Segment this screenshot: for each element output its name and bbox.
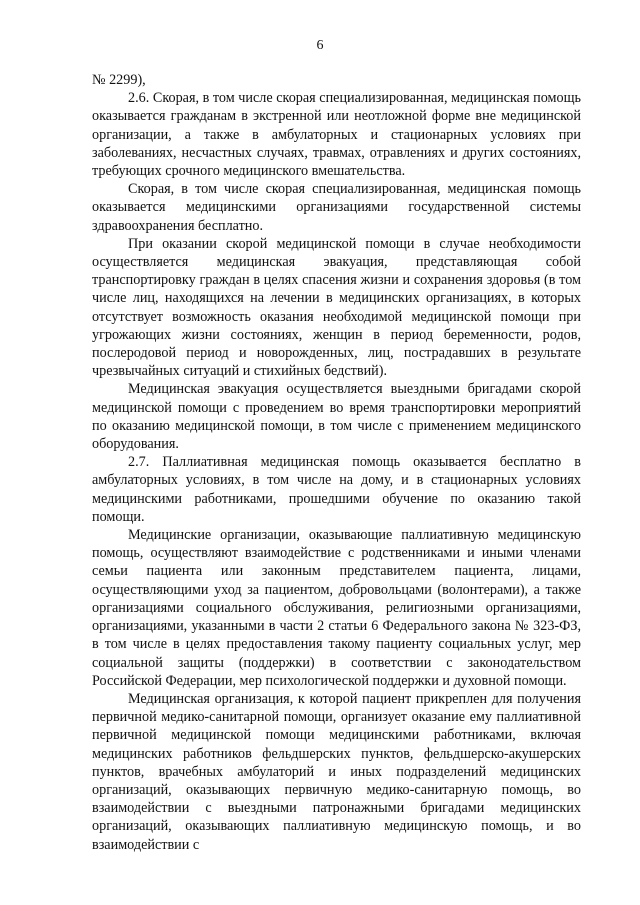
document-body [92, 71, 581, 854]
paragraph-emergency-free: Скорая, в том числе скорая специализированная, медицинская помощь оказывается медицинскими организациями государственной системы здравоохранения бесплатно. [92, 181, 581, 234]
paragraph-medical-evacuation: При оказании скорой медицинской помощи в случае необходимости осуществляется медицинская эвакуация, представляющая собой транспортировку граждан в целях спасения жизни и сохранения здоровья (в том числе лиц, находящихся на лечении в медицинских организациях, в которых отсутствует возможность оказания необходимой медицинской помощи при угрожающих жизни состояниях, женщин в период беременности, родов, послеродовой период и новорожденных, лиц, пострадавших в результате чрезвычайных ситуаций и стихийных бедствий). [92, 235, 581, 380]
paragraph-2-7: 2.7. Паллиативная медицинская помощь оказывается бесплатно в амбулаторных условиях, в том числе на дому, и в стационарных условиях медицинскими работниками, прошедшими обучение по оказанию такой помощи. [92, 454, 581, 525]
paragraph-continuation: № 2299), [92, 72, 146, 88]
paragraph-evacuation-teams: Медицинская эвакуация осуществляется выездными бригадами скорой медицинской помощи с проведением во время транспортировки мероприятий по оказанию медицинской помощи, в том числе с применением медицинского оборудования. [92, 381, 581, 453]
paragraph-palliative-interaction: Медицинские организации, оказывающие паллиативную медицинскую помощь, осуществляют взаимодействие с родственниками и иными членами семьи пациента или законным представителем пациента, лицами, осуществляющими уход за пациентом, добровольцами (волонтерами), а также организациями социального обслуживания, религиозными организациями, организациями, указанными в части 2 статьи 6 Федерального закона № 323-ФЗ, в том числе в целях предоставления такому пациенту социальных услуг, мер социальной защиты (поддержки) в соответствии с законодательством Российской Федерации, мер психологической поддержки и духовной помощи. [92, 527, 581, 689]
page-number: 6 [316, 38, 324, 53]
paragraph-2-6: 2.6. Скорая, в том числе скорая специализированная, медицинская помощь оказывается гражданам в экстренной или неотложной форме вне медицинской организации, а также в амбулаторных и стационарных условиях при заболеваниях, несчастных случаях, травмах, отравлениях и других состояниях, требующих срочного медицинского вмешательства. [92, 90, 581, 180]
paragraph-primary-care-palliative: Медицинская организация, к которой пациент прикреплен для получения первичной медико-санитарной помощи, организует оказание ему паллиативной первичной медицинской помощи медицинскими работниками, включая медицинских работников фельдшерских пунктов, фельдшерско-акушерских пунктов, врачебных амбулаторий и иных подразделений медицинских организаций, оказывающих первичную медико-санитарную помощь, во взаимодействии с выездными патронажными бригадами медицинских организаций, оказывающих паллиативную медицинскую помощь, и во взаимодействии с [92, 690, 581, 853]
